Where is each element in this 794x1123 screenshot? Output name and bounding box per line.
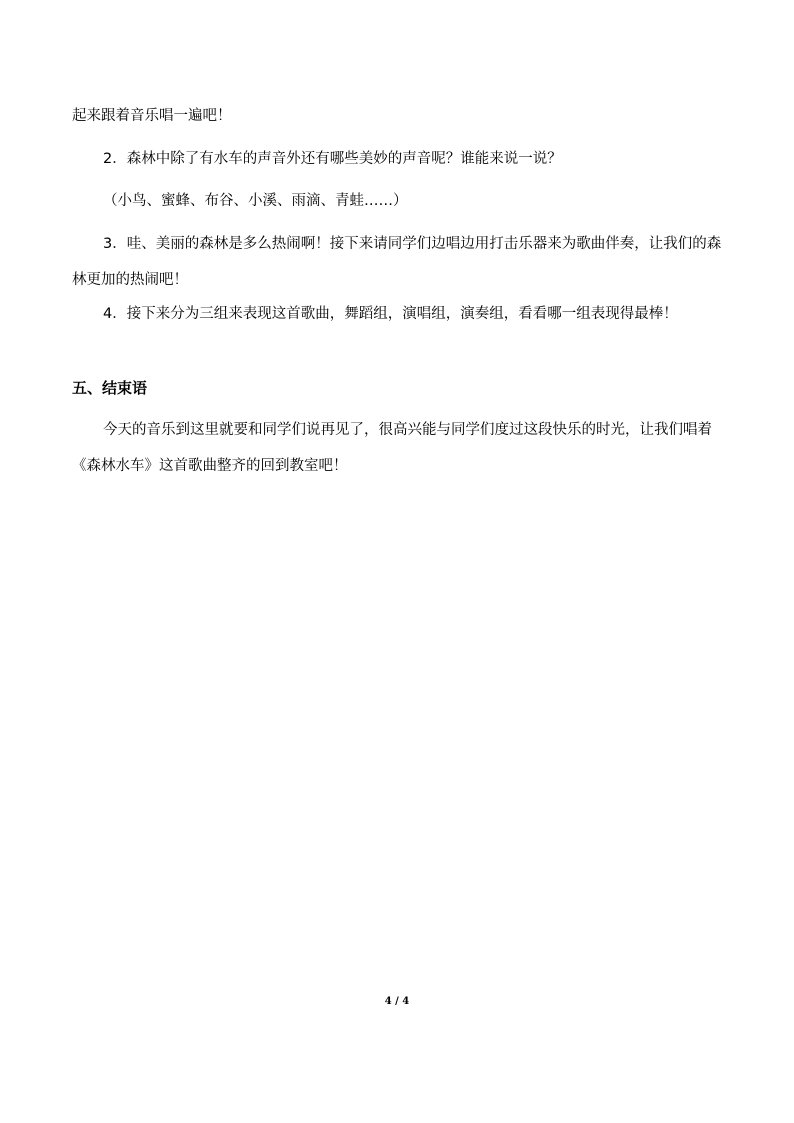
page-number: 4 / 4 xyxy=(384,996,410,1007)
paragraph-item-4: 4．接下来分为三组来表现这首歌曲，舞蹈组，演唱组，演奏组，看看哪一组表现得最棒！ xyxy=(103,306,678,322)
paragraph-continuation: 起来跟着音乐唱一遍吧！ xyxy=(72,108,232,124)
paragraph-item-2: 2．森林中除了有水车的声音外还有哪些美妙的声音呢？谁能来说一说？ xyxy=(103,151,562,167)
section-heading-conclusion: 五、结束语 xyxy=(72,379,148,397)
paragraph-sounds-list: （小鸟、蜜蜂、布谷、小溪、雨滴、青蛙……） xyxy=(103,193,408,209)
paragraph-item-3: 3．哇、美丽的森林是多么热闹啊！接下来请同学们边唱边用打击乐器来为歌曲伴奏，让我们的森林更加的热闹吧！ xyxy=(72,236,722,288)
paragraph-conclusion: 今天的音乐到这里就要和同学们说再见了，很高兴能与同学们度过这段快乐的时光，让我们唱着《森林水车》这首歌曲整齐的回到教室吧！ xyxy=(72,422,712,474)
